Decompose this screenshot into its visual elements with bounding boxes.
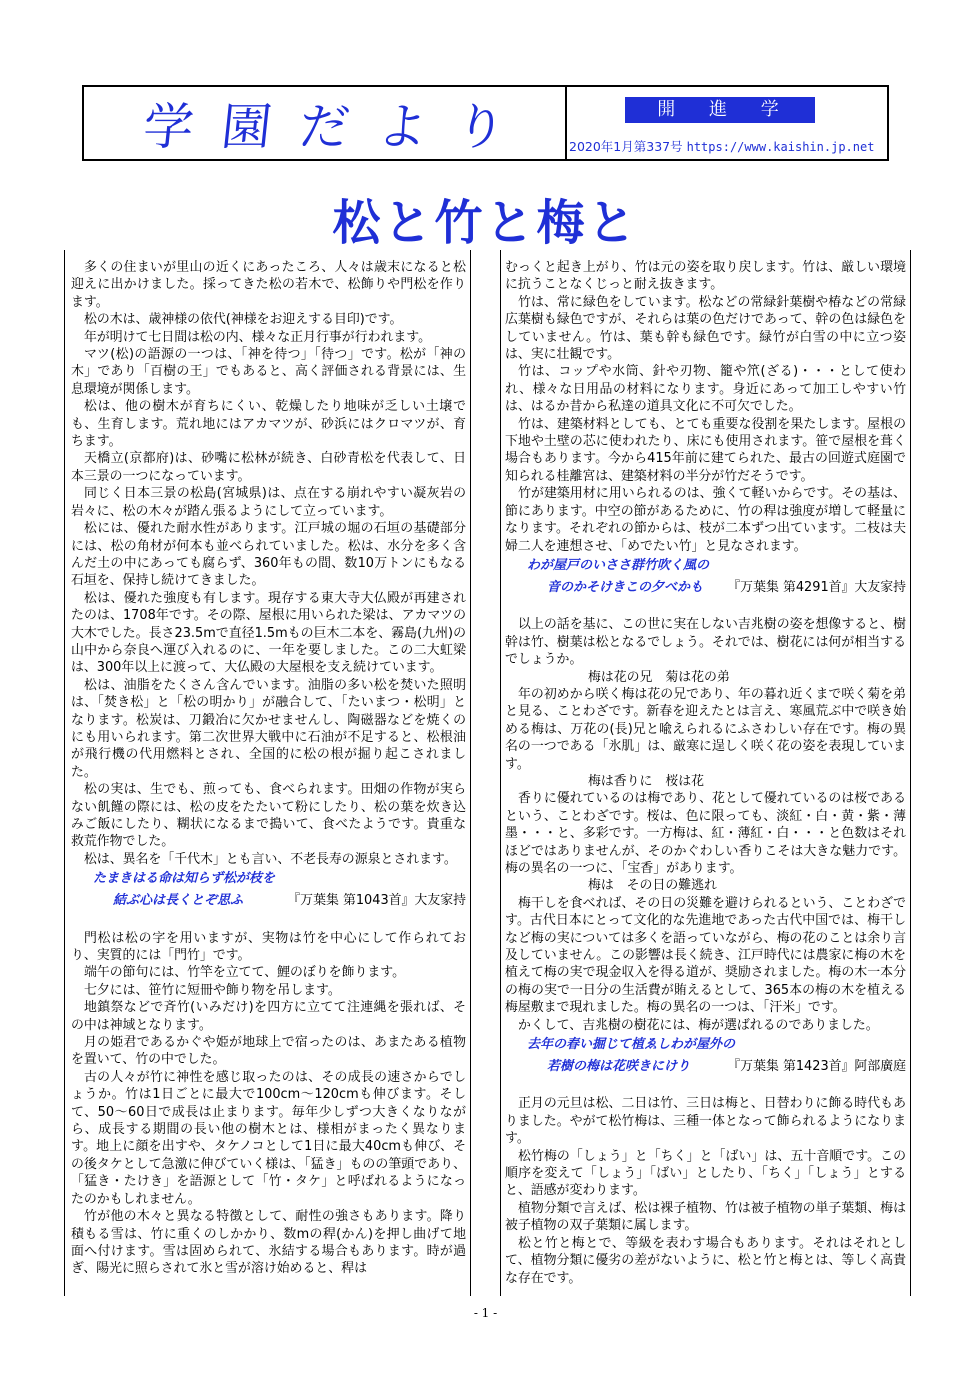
section-heading: 梅は その日の難逃れ <box>588 878 717 894</box>
poem-line <box>505 577 906 599</box>
paragraph: 竹は、常に緑色をしています。松などの常緑針葉樹や椿などの常緑広葉樹も緑色ですが、それらは葉の色だけであって、幹の色は緑色をしていません。竹は、葉も幹も緑色です。緑竹が白雪の中に立つ姿は、実に壮観です。 <box>505 294 906 363</box>
section-heading: 梅は花の兄 菊は花の弟 <box>588 669 730 685</box>
website-url[interactable]: https://www.kaishin.jp.net <box>686 140 875 154</box>
paragraph: 七夕には、笹竹に短冊や飾り物を吊します。 <box>84 982 341 998</box>
poem-line <box>71 890 466 912</box>
paragraph: むっくと起き上がり、竹は元の姿を取り戻します。竹は、厳しい環境に抗うことなくじっと耐え抜きます。 <box>505 260 906 293</box>
poem-text: 結ぶ心は長くとぞ思ふ <box>113 893 244 909</box>
poem-line: わが屋戸のいささ群竹吹く風の <box>527 557 710 573</box>
paragraph: 松は、他の樹木が育ちにくい、乾燥したり地味が乏しい土壌でも、生育します。荒れ地にはアカマツが、砂浜にはクロマツが、育ちます。 <box>71 399 466 450</box>
paragraph: 松の木は、歳神様の依代(神様をお迎えする目印)です。 <box>84 312 403 328</box>
paragraph: 植物分類で言えば、松は裸子植物、竹は被子植物の単子葉類、梅は被子植物の双子葉類に属します。 <box>505 1200 906 1234</box>
paragraph: 松には、優れた耐水性があります。江戸城の堀の石垣の基礎部分には、松の角材が何本も並べられていました。松は、水分を多く含んだ土の中にあっても腐らず、360年もの間、数10万トンにもなる石垣を、保持し続けてきました。 <box>71 521 466 589</box>
section-heading: 梅は香りに 桜は花 <box>588 773 705 789</box>
poem-source: 『万葉集 第1423首』阿部廣庭 <box>727 1059 906 1075</box>
paragraph: 地鎮祭などで斉竹(いみだけ)を四方に立てて注連縄を張れば、その中は神域となります。 <box>71 1000 466 1033</box>
poem-line: 去年の春い掘じて植ゑしわが屋外の <box>527 1037 736 1053</box>
paragraph: 竹が建築用材に用いられるのは、強くて軽いからです。その基は、節にあります。中空の節があるために、竹の稈は強度が増して軽量になります。それぞれの節からは、枝が二本ずつ出ています。二枝は夫婦二人を連想させ、「めでたい竹」と見なされます。 <box>505 486 906 554</box>
paragraph: 多くの住まいが里山の近くにあったころ、人々は歳末になると松迎えに出かけました。採ってきた松の若木で、松飾りや門松を作ります。 <box>71 260 466 310</box>
paragraph: 梅干しを食べれば、その日の災難を避けられるという、ことわざです。古代日本にとって文化的な先進地であった古代中国では、梅干しなど梅の実については多くを語っていながら、梅の花のことは余り言及していません。この影響は長く続き、江戸時代には農家に梅の木を植えて梅の実で現金収入を得る道が、奨励されました。梅の木一本分の梅の実で一日分の生活費が賄えるとして、365本の梅の木を植える梅屋敷まで現れました。梅の異名の一つは、「汗米」です。 <box>505 895 906 1016</box>
paragraph: 竹は、コップや水筒、針や刃物、籠や笊(ざる)・・・として使われ、様々な日用品の材料になります。身近にあって加工しやすい竹は、はるか昔から私達の道具文化に不可欠でした。 <box>505 364 906 415</box>
poem-text: 若樹の梅は花咲きにけり <box>547 1059 691 1075</box>
left-column <box>64 250 471 1296</box>
masthead-title-box <box>84 87 567 159</box>
paragraph: 松は、優れた強度も有します。現存する東大寺大仏殿が再建されたのは、1708年です。その際、屋根に用いられた梁は、アカマツの大木でした。長さ23.5mで直径1.5mもの巨木二本を、霧島(九州)の山中から奈良へ運び入れるのに、一年を要しました。この二大虹梁は、300年以上に渡って、大仏殿の大屋根を支え続けています。 <box>71 590 466 676</box>
paragraph: 松と竹と梅とで、等級を表わす場合もあります。それはそれとして、植物分類に優劣の差がないように、松と竹と梅とは、等しく高貴な存在です。 <box>505 1235 906 1286</box>
paragraph: 年が明けて七日間は松の内、様々な正月行事が行われます。 <box>84 329 432 345</box>
article-headline: 松と竹と梅と <box>332 195 639 251</box>
paragraph: 松は、油脂をたくさん含んでいます。油脂の多い松を焚いた照明は、「焚き松」と「松の明かり」が融合して、「たいまつ・松明」となります。松炭は、刀鍛冶に欠かせませんし、陶磁器などを焼くのにも用いられます。第二次世界大戦中に石油が不足すると、松根油が飛行機の代用燃料とされ、全国的に松の根が掘り起こされました。 <box>71 677 466 780</box>
paragraph: かくして、吉兆樹の樹花には、梅が選ばれるのでありました。 <box>518 1017 879 1033</box>
issue-number: 2020年1月第337号 <box>569 139 683 154</box>
poem-line <box>505 1056 906 1078</box>
issue-line <box>569 137 874 155</box>
paragraph: 松の実は、生でも、煎っても、食べられます。田畑の作物が実らない飢饉の際には、松の皮をたたいて粉にしたり、松の葉を炊き込みご飯にしたり、糊状になるまで搗いて、食べたようです。貴重な救荒作物でした。 <box>71 782 466 850</box>
paragraph: 年の初めから咲く梅は花の兄であり、年の暮れ近くまで咲く菊を弟と見る、ことわざです。新春を迎えたとは言え、寒風荒ぶ中で咲き始める梅は、万花の(長)兄と喩えられるにふさわしい存在です。梅の異名の一つである「氷肌」は、厳寒に逞しく咲く花の姿を表現しています。 <box>505 686 906 772</box>
paragraph: 松竹梅の「しょう」と「ちく」と「ばい」は、五十音順です。この順序を変えて「しょう」「ばい」としたり、「ちく」「しょう」とすると、語感が変わります。 <box>505 1148 906 1199</box>
paragraph: 同じく日本三景の松島(宮城県)は、点在する崩れやすい凝灰岩の岩々に、松の木々が踏ん張るようにして立っています。 <box>71 486 466 519</box>
paragraph: 古の人々が竹に神性を感じ取ったのは、その成長の速さからでしょうか。竹は1日ごとに最大で100cm～120cmも伸びます。そして、50～60日で成長は止まります。毎年少しずつ大きくなりながら、成長する期間の長い他の樹木とは、様相がまったく異なります。地上に顔を出すや、タケノコとして1日に最大40cmも伸び、その後タケとして急激に伸びていく様は、「猛き」ものの筆頭であり、「猛き・たけき」を語源として「竹・タケ」と呼ばれるようになったのかもしれません。 <box>71 1069 466 1207</box>
school-name: 開 進 学 園 <box>625 97 815 123</box>
paragraph: 香りに優れているのは梅であり、花として優れているのは桜であるという、ことわざです。桜は、色に限っても、淡紅・白・黄・紫・薄墨・・・と、多彩です。一方梅は、紅・薄紅・白・・・と色数はそれほどではありませんが、そのかぐわしい香りこそは大きな魅力です。梅の異名の一つに、「宝香」があります。 <box>505 791 906 876</box>
paragraph: 門松は松の字を用いますが、実物は竹を中心にして作られており、実質的には「門竹」です。 <box>71 930 466 964</box>
paragraph: 月の姫君であるかぐや姫が地球上で宿ったのは、あまたある植物を置いて、竹の中でした。 <box>71 1035 466 1068</box>
masthead-info-box <box>567 87 887 159</box>
poem-source: 『万葉集 第4291首』大友家持 <box>727 579 906 595</box>
paragraph: 竹は、建築材料としても、とても重要な役割を果たします。屋根の下地や土壁の芯に使われたり、床にも使用されます。笹で屋根を葺く場合もあります。今から415年前に建てられた、最古の回遊式庭園で知られる桂離宮は、建築材料の半分が竹だそうです。 <box>505 416 906 484</box>
poem-source: 『万葉集 第1043首』大友家持 <box>287 893 466 909</box>
right-column <box>500 250 911 1296</box>
paragraph: 松は、異名を「千代木」とも言い、不老長寿の源泉とされます。 <box>84 851 457 867</box>
newsletter-title: 学園だより <box>140 98 537 156</box>
poem-text: 音のかそけきこの夕べかも <box>547 579 704 595</box>
masthead <box>82 85 889 161</box>
paragraph: 竹が他の木々と異なる特徴として、耐性の強さもあります。降り積もる雪は、竹に重くのしかかり、数mの稈(かん)を押し曲げて地面へ付けます。雪は固められて、氷結する場合もあります。時が過ぎ、陽光に照らされて氷と雪が溶け始めると、稈は <box>71 1209 466 1277</box>
page-number: - 1 - <box>473 1306 498 1320</box>
paragraph: 端午の節句には、竹竿を立てて、鯉のぼりを飾ります。 <box>84 965 405 981</box>
paragraph: 以上の話を基に、この世に実在しない吉兆樹の姿を想像すると、樹幹は竹、樹葉は松となるでしょう。それでは、樹花には何が相当するでしょうか。 <box>505 617 906 668</box>
paragraph: 正月の元旦は松、二日は竹、三日は梅と、日替わりに飾る時代もありました。やがて松竹梅は、三種一体となって飾られるようになります。 <box>505 1096 906 1147</box>
poem-line: たまきはる命は知らず松が枝を <box>93 871 276 887</box>
paragraph: 天橋立(京都府)は、砂嘴に松林が続き、白砂青松を代表して、日本三景の一つになっています。 <box>71 451 466 484</box>
paragraph: マツ(松)の語源の一つは、「神を待つ」「待つ」です。松が「神の木」であり「百樹の王」でもあると、高く評価される背景には、生息環境が関係します。 <box>71 347 466 397</box>
